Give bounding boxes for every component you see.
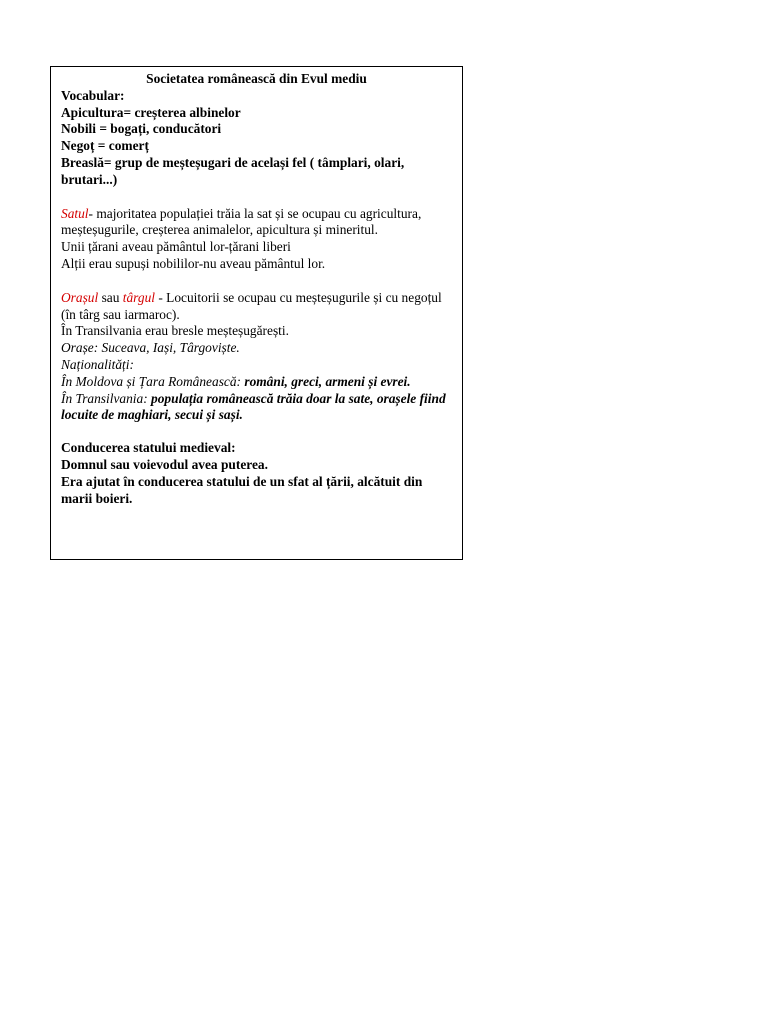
orasul-term: Orașul — [61, 289, 99, 305]
vocab-item: Breaslă= grup de meșteșugari de același fel ( tâmplari, olari, brutari...) — [61, 154, 405, 187]
conducerea-line: Era ajutat în conducerea statului de un sfat al țării, alcătuit din marii boieri. — [61, 473, 423, 506]
orasul-paragraph — [61, 290, 452, 324]
moldova-line — [61, 374, 452, 391]
orasul-line: În Transilvania erau bresle meșteșugărești. — [61, 323, 289, 339]
satul-paragraph — [61, 206, 452, 240]
transilvania-line — [61, 391, 452, 425]
orasul-sau: sau — [98, 289, 123, 305]
vocab-heading: Vocabular: — [61, 87, 125, 103]
satul-text: - majoritatea populației trăia la sat și se ocupau cu agricultura, meșteșugurile, creșterea animalelor, apicultura și mineritul. — [61, 205, 422, 238]
moldova-prefix: În Moldova și Țara Românească: — [61, 373, 245, 389]
document-box — [50, 66, 463, 560]
orasul-text: - Locuitorii se ocupau cu meșteșugurile și cu negoțul (în târg sau iarmaroc). — [61, 289, 442, 322]
targul-term: târgul — [122, 289, 156, 305]
vocab-item: Apicultura= creșterea albinelor — [61, 104, 241, 120]
nationalitati-line: Naționalități: — [61, 356, 134, 372]
vocab-item: Nobili = bogați, conducători — [61, 121, 222, 137]
moldova-bold: români, greci, armeni și evrei. — [244, 373, 411, 389]
transilvania-bold: populația românească trăia doar la sate, orașele fiind locuite de maghiari, secui și sași. — [61, 390, 446, 423]
conducerea-line: Domnul sau voievodul avea puterea. — [61, 456, 268, 472]
conducerea-heading: Conducerea statului medieval: — [61, 440, 236, 456]
satul-term: Satul — [61, 205, 89, 221]
satul-line: Alții erau supuși nobililor-nu aveau pământul lor. — [61, 255, 326, 271]
satul-line: Unii țărani aveau pământul lor-țărani liberi — [61, 239, 291, 255]
page-title: Societatea românească din Evul mediu — [146, 71, 367, 86]
orase-line: Orașe: Suceava, Iași, Târgoviște. — [61, 340, 240, 356]
vocab-item: Negoț = comerț — [61, 138, 149, 154]
transilvania-prefix: În Transilvania: — [61, 390, 152, 406]
